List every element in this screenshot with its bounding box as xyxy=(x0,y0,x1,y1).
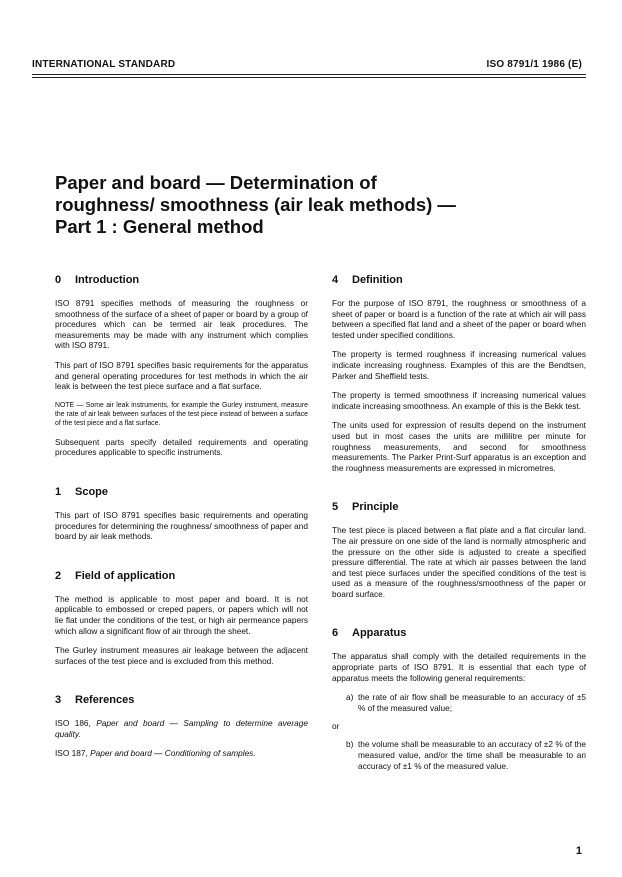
section-heading: 4 Definition xyxy=(332,274,403,286)
section-principle xyxy=(332,501,586,599)
header-standard-type: INTERNATIONAL STANDARD xyxy=(32,59,176,70)
header-rule-bottom xyxy=(32,77,586,78)
paragraph: The property is termed roughness if increasing numerical values indicate increasing roughness. Examples of this are the Bendtsen, Parker and Sheffield tests. xyxy=(332,349,586,381)
note: NOTE — Some air leak instruments, for example the Gurley instrument, measure the rate of air leak between surfaces of the test piece instead of between a surface of the test piece and a flat surface. xyxy=(55,401,308,427)
title-line-2: roughness/ smoothness (air leak methods) — xyxy=(55,194,456,215)
title-line-1: Paper and board — Determination of xyxy=(55,172,377,193)
section-heading: 1 Scope xyxy=(55,485,109,498)
section-heading: 3 References xyxy=(55,694,135,707)
title-line-3: Part 1 : General method xyxy=(55,216,264,237)
paragraph: The method is applicable to most paper and board. It is not applicable to embossed or creped papers, or papers which will not lie flat under the conditions of the test, or high air permeance papers which allow a significant flow of air through the sheet. xyxy=(55,593,308,636)
section-apparatus xyxy=(332,627,586,771)
paragraph: This part of ISO 8791 specifies basic requirements for the apparatus and general operating procedures for test methods in which the air leak is between the test piece surface and a flat surface. xyxy=(55,359,308,392)
section-heading: 5 Principle xyxy=(332,501,399,514)
reference-item: ISO 186, Paper and board — Sampling to determine average quality. xyxy=(55,718,308,739)
page-number: 1 xyxy=(575,845,582,857)
header-standard-number: ISO 8791/1 1986 (E) xyxy=(486,59,582,70)
paragraph: Subsequent parts specify detailed requirements and operating procedures applicable to specific instruments. xyxy=(55,436,308,458)
section-introduction xyxy=(55,274,308,458)
paragraph: The apparatus shall comply with the detailed requirements in the appropriate parts of ISO 8791. It is essential that each type of apparatus meets the following general requirements: xyxy=(332,651,586,683)
section-scope xyxy=(55,486,308,542)
section-heading: 6 Apparatus xyxy=(332,627,407,640)
section-references xyxy=(55,694,308,759)
list-item-b: b) the volume shall be measurable to an accuracy of ±2 % of the measured value, and/or the time shall be measurable to an accuracy of ±1 % of the measured value. xyxy=(346,739,586,771)
section-heading: 0 Introduction xyxy=(55,274,140,286)
paragraph: The units used for expression of results depend on the instrument used but in most cases the units are millilitre per minute for roughness measurements, and second for smoothness measurements. The Parker Print-Surf apparatus is an exception and the roughness measurements are expressed in micrometres. xyxy=(332,420,586,473)
left-column xyxy=(55,274,308,787)
paragraph: The test piece is placed between a flat plate and a flat circular land. The air pressure on one side of the land is normally atmospheric and the pressure on the other side is adjusted to create a specified pressure differential. The rate at which air passes between the land and test piece surfaces under the specified conditions of the test is used as a measure of the roughness/smoothness of the paper or board surface. xyxy=(332,525,586,599)
section-field-of-application xyxy=(55,570,308,667)
list-item-a: a) the rate of air flow shall be measurable to an accuracy of ±5 % of the measured value; xyxy=(346,692,586,713)
paragraph: The Gurley instrument measures air leakage between the adjacent surfaces of the test piece and is excluded from this method. xyxy=(55,645,308,666)
section-definition xyxy=(332,274,586,473)
or-connector: or xyxy=(332,721,340,732)
paragraph: For the purpose of ISO 8791, the roughness or smoothness of a sheet of paper or board is a function of the rate at which air will pass between a specified flat land and a sheet of the paper or board when tested under specified conditions. xyxy=(332,298,586,340)
header-rule-top xyxy=(32,74,586,75)
paragraph: This part of ISO 8791 specifies basic requirements and operating procedures for determining the roughness/ smoothness of paper and board by air leak methods. xyxy=(55,509,308,542)
reference-item: ISO 187, Paper and board — Conditioning of samples. xyxy=(55,748,256,759)
document-title xyxy=(55,172,575,238)
section-heading: 2 Field of application xyxy=(55,569,176,582)
paragraph: ISO 8791 specifies methods of measuring the roughness or smoothness of the surface of a sheet of paper or board by a group of procedures which can be termed air leak procedures. The measurements may be made with any instrument which complies with ISO 8791. xyxy=(55,298,308,351)
paragraph: The property is termed smoothness if increasing numerical values indicate increasing smoothness. An example of this is the Bekk test. xyxy=(332,390,586,411)
right-column xyxy=(332,274,586,799)
